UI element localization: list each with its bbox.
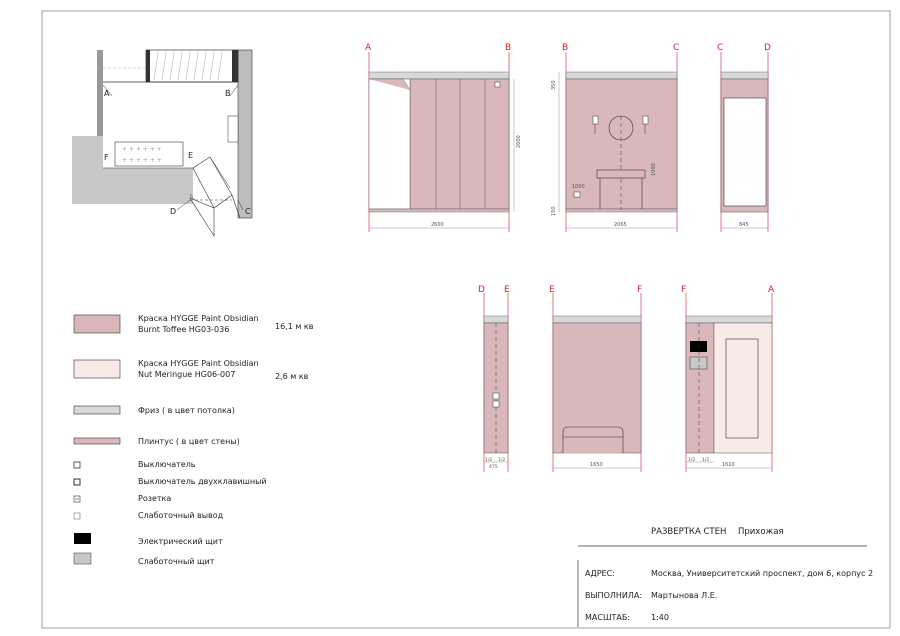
legend-frieze: Фриз ( в цвет потолка) (138, 406, 235, 415)
legend-swatch-nut-meringue (74, 360, 120, 378)
legend-lowvoltage-panel-icon (74, 553, 91, 564)
legend-double-switch: Выключатель двухклавишный (138, 477, 267, 486)
floor-plan (72, 50, 252, 236)
elevation-fa (681, 285, 775, 472)
elev-fa-mirror-panel (726, 339, 758, 438)
elev-de-left-label: D (478, 285, 485, 295)
plan-label-b: B (225, 89, 231, 98)
title-block-scale: 1:40 (651, 613, 669, 622)
elev-bc-width-dim: 2065 (614, 222, 627, 228)
legend-swatch-frieze (74, 406, 120, 414)
plan-door (193, 157, 232, 208)
elev-fa-electric-panel (690, 341, 707, 352)
elev-ab-height-dim: 2600 (516, 135, 522, 148)
elev-ab-wardrobe (410, 79, 509, 209)
elev-ef-width-dim: 1650 (590, 462, 603, 468)
legend-lowvoltage-panel: Слаботочный щит (138, 557, 215, 566)
legend-switch: Выключатель (138, 460, 196, 469)
elev-bc-right-label: C (673, 43, 680, 53)
elev-bc-dim-socket: 1000 (572, 184, 585, 190)
legend-paint2-area: 2,6 м кв (275, 372, 309, 381)
legend-socket: Розетка (138, 494, 172, 503)
elev-ef-left-label: E (549, 285, 555, 295)
elevation-bc (551, 43, 679, 232)
elev-fa-right-label: A (768, 285, 775, 295)
plan-right-wall (238, 50, 252, 218)
title-block-author: Мартынова Л.Е. (651, 591, 718, 600)
plan-label-f: F (104, 153, 109, 162)
title-block-room: Прихожая (738, 527, 784, 537)
elev-ab-right-label: B (505, 43, 512, 53)
elev-bc-dim-right: 1000 (651, 163, 657, 176)
elev-de-sub-dim-1: 1/2 (485, 458, 493, 463)
elev-fa-lowvoltage-panel (690, 357, 707, 369)
elevation-ab (365, 43, 522, 232)
elev-fa-sub-dim-2: 1/2 (702, 458, 710, 463)
svg-text:+ + + + + +: + + + + + + (122, 157, 162, 164)
plan-gray-bottom (103, 168, 193, 204)
elevation-de (478, 285, 510, 472)
elev-ab-width-dim: 2600 (431, 222, 444, 228)
legend-swatch-baseboard (74, 438, 120, 444)
legend-double-switch-icon (74, 479, 80, 485)
elev-fa-width-dim: 1610 (722, 462, 735, 468)
elev-ab-left-label: A (365, 43, 372, 53)
elev-bc-dim-bottom: 150 (551, 206, 557, 216)
elev-fa-sub-dim-1: 1/2 (688, 458, 696, 463)
plan-left-wall (97, 50, 103, 138)
elev-fa-left-label: F (681, 285, 687, 295)
elev-cd-door (724, 98, 766, 206)
legend-electric-panel: Электрический щит (138, 537, 223, 546)
legend-paint2-line2: Nut Meringue HG06-007 (138, 370, 236, 379)
elevation-cd (717, 43, 771, 232)
elev-cd-width-dim: 845 (739, 222, 749, 228)
elev-ef-right-label: F (637, 285, 643, 295)
title-block-title: РАЗВЕРТКА СТЕН (651, 527, 727, 537)
elev-bc-console (597, 170, 645, 178)
legend-paint2-line1: Краска HYGGE Paint Obsidian (138, 359, 259, 368)
legend-baseboard: Плинтус ( в цвет стены) (138, 437, 240, 446)
elev-de-right-label: E (504, 285, 510, 295)
legend-lowvoltage-outlet-icon (74, 513, 80, 519)
elevation-ef (549, 285, 642, 472)
title-block (578, 527, 873, 627)
elev-ef-bench (563, 427, 623, 453)
title-block-address-label: АДРЕС: (585, 569, 615, 578)
legend-lowvoltage-outlet: Слаботочный вывод (138, 511, 224, 520)
plan-gray-left (72, 136, 103, 204)
legend-electric-panel-icon (74, 533, 91, 544)
legend-switch-icon (74, 462, 80, 468)
title-block-address: Москва, Университетский проспект, дом 6, корпус 2 (651, 569, 874, 578)
title-block-author-label: ВЫПОЛНИЛА: (585, 591, 643, 600)
elev-ab-switch (495, 82, 500, 87)
elev-cd-left-label: C (717, 43, 724, 53)
plan-label-e: E (188, 151, 194, 160)
plan-label-d: D (170, 207, 177, 216)
plan-label-c: C (245, 207, 251, 216)
legend-paint1-line1: Краска HYGGE Paint Obsidian (138, 314, 259, 323)
plan-label-a: A (104, 89, 110, 98)
elev-bc-dim-top: 350 (551, 80, 557, 90)
legend (74, 314, 314, 566)
legend-paint1-line2: Burnt Toffee HG03-036 (138, 325, 230, 334)
plan-wardrobe (146, 50, 238, 82)
svg-text:+ + + + + +: + + + + + + (122, 146, 162, 153)
elev-bc-left-label: B (562, 43, 569, 53)
elev-cd-right-label: D (764, 43, 771, 53)
elev-de-width-dim: 475 (489, 465, 498, 470)
title-block-scale-label: МАСШТАБ: (585, 613, 631, 622)
legend-paint1-area: 16,1 м кв (275, 322, 314, 331)
elev-de-sub-dim-2: 1/2 (498, 458, 506, 463)
legend-swatch-burnt-toffee (74, 315, 120, 333)
